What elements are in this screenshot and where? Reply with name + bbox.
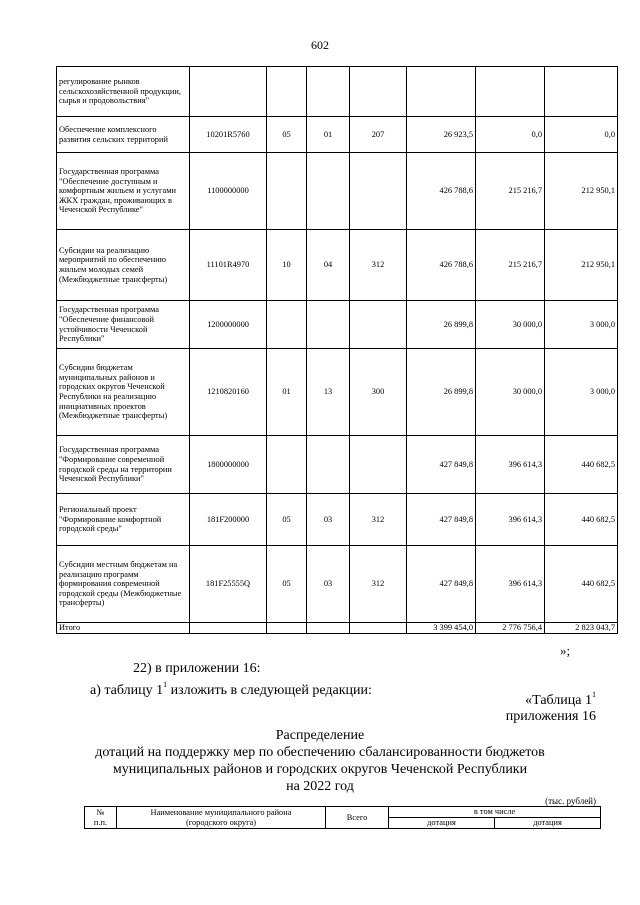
cell-v1: 427 849,8 — [407, 546, 476, 623]
cell-b: 01 — [307, 117, 350, 153]
cell-a: 10 — [267, 230, 307, 301]
cell-v1: 426 788,6 — [407, 153, 476, 230]
cell-v2: 215 216,7 — [476, 153, 545, 230]
cell-v2: 396 614,3 — [476, 546, 545, 623]
cell-name: Государственная программа "Формирование современной городской среды на территории Чеченской Республики" — [57, 436, 190, 494]
cell-name: регулирование рынков сельскохозяйственной продукции, сырья и продовольствия" — [57, 67, 190, 117]
table-title — [525, 690, 596, 709]
cell-name: Субсидии местным бюджетам на реализацию программ формирования современной городской среды (Межбюджетные трансферты) — [57, 546, 190, 623]
cell-v3: 440 682,5 — [545, 546, 618, 623]
item-22-text: 22) в приложении 16: — [133, 661, 261, 676]
cell-name: Субсидии бюджетам муниципальных районов и городских округов Чеченской Республики на реализацию инициативных проектов (Межбюджетные трансферты) — [57, 349, 190, 436]
cell-code: 181F25555Q — [190, 546, 267, 623]
cell-name: Обеспечение комплексного развития сельских территорий — [57, 117, 190, 153]
cell-code — [190, 67, 267, 117]
cell-a: 05 — [267, 494, 307, 546]
cell-v2: 30 000,0 — [476, 301, 545, 349]
table-row — [57, 230, 618, 301]
cell-name: Государственная программа "Обеспечение доступным и комфортным жильем и услугами ЖКХ граждан, проживающих в Чеченской Республике" — [57, 153, 190, 230]
cell-code: 181F200000 — [190, 494, 267, 546]
total-row — [57, 623, 618, 634]
col-including-header: в том числе — [389, 807, 601, 818]
table-row — [57, 494, 618, 546]
cell-c — [350, 153, 407, 230]
total-cell-v1: 3 399 454,0 — [407, 623, 476, 634]
cell-c — [350, 67, 407, 117]
cell-b: 03 — [307, 494, 350, 546]
cell-v2: 215 216,7 — [476, 230, 545, 301]
cell-v3: 3 000,0 — [545, 349, 618, 436]
cell-c: 207 — [350, 117, 407, 153]
cell-a — [267, 67, 307, 117]
col-subsidy-header: дотация — [389, 818, 495, 829]
total-cell-empty — [190, 623, 267, 634]
table-row — [57, 117, 618, 153]
cell-v1: 427 849,8 — [407, 436, 476, 494]
table-row — [57, 153, 618, 230]
cell-v3: 440 682,5 — [545, 436, 618, 494]
col-total-header: Всего — [326, 807, 389, 829]
cell-v2: 0,0 — [476, 117, 545, 153]
distribution-heading — [0, 727, 640, 795]
cell-b — [307, 301, 350, 349]
total-cell-v3: 2 823 043,7 — [545, 623, 618, 634]
cell-c: 312 — [350, 230, 407, 301]
cell-a: 05 — [267, 117, 307, 153]
cell-a: 01 — [267, 349, 307, 436]
cell-v1 — [407, 67, 476, 117]
total-cell-empty — [307, 623, 350, 634]
cell-v3: 3 000,0 — [545, 301, 618, 349]
cell-a — [267, 153, 307, 230]
cell-v3: 440 682,5 — [545, 494, 618, 546]
cell-code: 1210820160 — [190, 349, 267, 436]
col-number-header: № п.п. — [85, 807, 117, 829]
total-cell-v2: 2 776 756,4 — [476, 623, 545, 634]
cell-v1: 426 788,6 — [407, 230, 476, 301]
cell-a — [267, 436, 307, 494]
col-subsidy-header: дотация — [495, 818, 601, 829]
total-cell-empty — [267, 623, 307, 634]
cell-v2: 30 000,0 — [476, 349, 545, 436]
table-row — [57, 546, 618, 623]
cell-code: 10201R5760 — [190, 117, 267, 153]
table-subtitle: приложения 16 — [505, 709, 596, 724]
cell-code: 1100000000 — [190, 153, 267, 230]
col-name-header: Наименование муниципального района (городского округа) — [117, 807, 326, 829]
cell-c: 312 — [350, 494, 407, 546]
cell-b — [307, 436, 350, 494]
heading-line: дотаций на поддержку мер по обеспечению сбалансированности бюджетов — [95, 745, 545, 760]
cell-v3 — [545, 67, 618, 117]
closing-quote: »; — [560, 643, 571, 658]
cell-v3: 0,0 — [545, 117, 618, 153]
table-title-prefix: «Таблица 1 — [525, 693, 592, 708]
cell-v1: 427 849,8 — [407, 494, 476, 546]
total-cell-empty — [350, 623, 407, 634]
cell-a — [267, 301, 307, 349]
cell-c: 312 — [350, 546, 407, 623]
distribution-table — [84, 806, 601, 829]
cell-v3: 212 950,1 — [545, 153, 618, 230]
cell-code: 1800000000 — [190, 436, 267, 494]
cell-v2 — [476, 67, 545, 117]
units-label: (тыс. рублей) — [545, 796, 596, 806]
cell-name: Государственная программа "Обеспечение финансовой устойчивости Чеченской Республики" — [57, 301, 190, 349]
cell-b: 13 — [307, 349, 350, 436]
total-cell-name: Итого — [57, 623, 190, 634]
item-a-prefix: а) таблицу 1 — [90, 683, 164, 698]
heading-line: Распределение — [275, 728, 365, 743]
cell-b — [307, 67, 350, 117]
cell-name: Региональный проект "Формирование комфортной городской среды" — [57, 494, 190, 546]
table-row — [57, 67, 618, 117]
cell-c — [350, 436, 407, 494]
cell-v1: 26 899,8 — [407, 349, 476, 436]
cell-name: Субсидии на реализацию мероприятий по обеспечению жильем молодых семей (Межбюджетные трансферты) — [57, 230, 190, 301]
cell-code: 1200000000 — [190, 301, 267, 349]
cell-b: 03 — [307, 546, 350, 623]
table-row — [57, 349, 618, 436]
table-row — [57, 436, 618, 494]
cell-v2: 396 614,3 — [476, 436, 545, 494]
cell-b: 04 — [307, 230, 350, 301]
cell-b — [307, 153, 350, 230]
cell-code: 11101R4970 — [190, 230, 267, 301]
item-a-suffix: изложить в следующей редакции: — [167, 683, 372, 698]
heading-line: муниципальных районов и городских округов Чеченской Республики — [112, 762, 528, 777]
item-a-superscript: 1 — [163, 680, 168, 690]
cell-v3: 212 950,1 — [545, 230, 618, 301]
table-row — [57, 301, 618, 349]
cell-v1: 26 923,5 — [407, 117, 476, 153]
item-a-text — [90, 680, 372, 699]
cell-v2: 396 614,3 — [476, 494, 545, 546]
budget-table — [56, 66, 618, 634]
cell-c: 300 — [350, 349, 407, 436]
table-title-superscript: 1 — [592, 690, 596, 700]
page-number: 602 — [311, 38, 329, 52]
cell-c — [350, 301, 407, 349]
cell-v1: 26 899,8 — [407, 301, 476, 349]
heading-line: на 2022 год — [286, 779, 354, 794]
cell-a: 05 — [267, 546, 307, 623]
